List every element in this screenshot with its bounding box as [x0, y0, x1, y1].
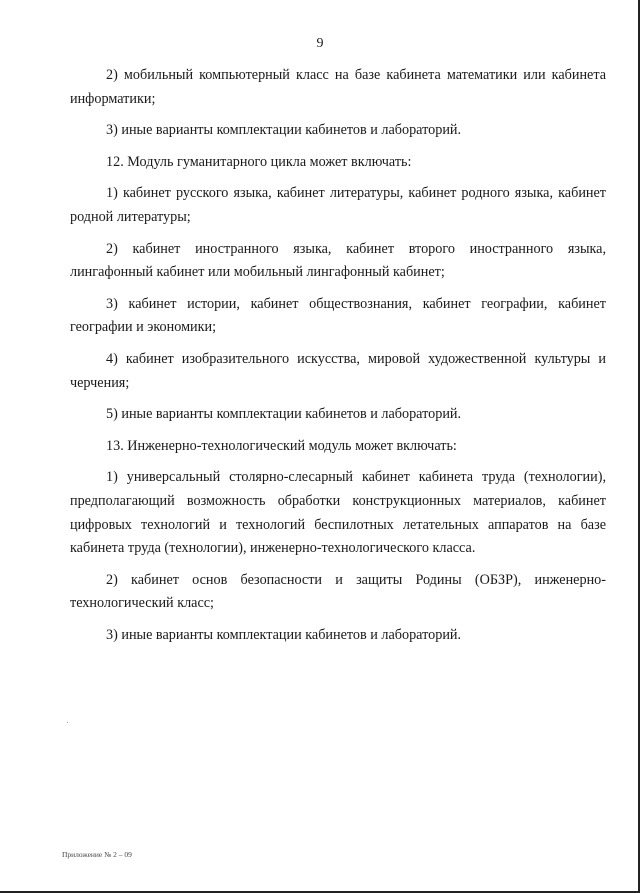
paragraph-10: 1) универсальный столярно-слесарный кабинет кабинета труда (технологии), предполагающий возможность обработки конструкционных материалов, кабинет цифровых технологий и технологий беспилотных летательных аппаратов на базе кабинета труда (технологии), инженерно-технологического класса. — [70, 469, 606, 557]
document-body — [70, 64, 606, 647]
page-number: 9 — [316, 36, 324, 51]
paragraph-7: 4) кабинет изобразительного искусства, мировой художественной культуры и черчения; — [70, 350, 606, 391]
page-footer: Приложение № 2 – 09 — [62, 850, 132, 859]
paragraph-5: 2) кабинет иностранного языка, кабинет второго иностранного языка, лингафонный кабинет или мобильный лингафонный кабинет; — [70, 240, 606, 281]
paragraph-3: 12. Модуль гуманитарного цикла может включать: — [106, 153, 412, 170]
paragraph-9: 13. Инженерно-технологический модуль может включать: — [106, 437, 457, 454]
paragraph-12: 3) иные варианты комплектации кабинетов и лабораторий. — [106, 626, 462, 643]
paragraph-6: 3) кабинет истории, кабинет обществознания, кабинет географии, кабинет географии и экономики; — [70, 295, 606, 336]
paragraph-4: 1) кабинет русского языка, кабинет литературы, кабинет родного языка, кабинет родной литературы; — [70, 185, 606, 225]
scan-speck — [67, 722, 68, 723]
paragraph-8: 5) иные варианты комплектации кабинетов и лабораторий. — [106, 406, 462, 423]
paragraph-2: 3) иные варианты комплектации кабинетов и лабораторий. — [106, 122, 462, 139]
paragraph-11: 2) кабинет основ безопасности и защиты Родины (ОБЗР), инженерно-технологический класс; — [70, 571, 606, 612]
paragraph-1: 2) мобильный компьютерный класс на базе кабинета математики или кабинета информатики; — [70, 67, 606, 107]
